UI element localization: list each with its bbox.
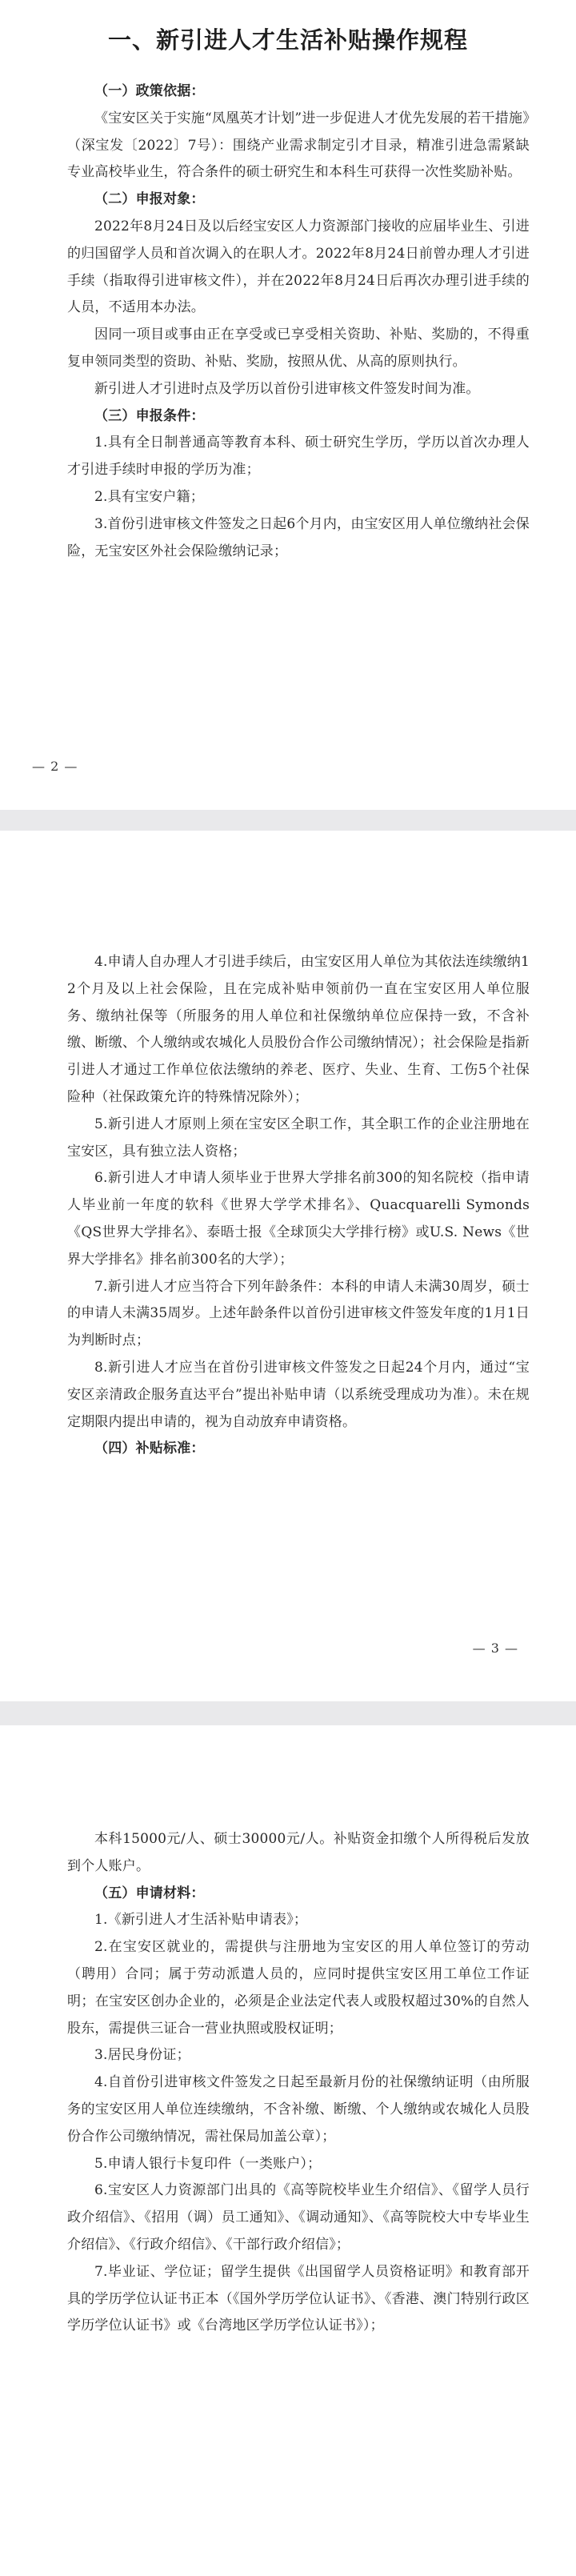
section-heading: （五）申请材料： [94, 1885, 205, 1901]
paragraph: 新引进人才引进时点及学历以首份引进审核文件签发时间为准。 [94, 380, 480, 397]
paragraph: 1.具有全日制普通高等教育本科、硕士研究生学历，学历以首次办理人才引进手续时申报的学历为准； [67, 435, 530, 479]
paragraph: 7.毕业证、学位证；留学生提供《出国留学人员资格证明》和教育部开具的学历学位认证书正本（《国外学历学位认证书》、《香港、澳门特别行政区学历学位认证书》或《台湾地区学历学位认证书》）； [67, 2263, 530, 2334]
page-2-content [67, 949, 530, 1463]
paragraph: 1.《新引进人才生活补贴申请表》； [94, 1912, 308, 1929]
paragraph: 2022年8月24日及以后经宝安区人力资源部门接收的应届毕业生、引进的归国留学人员和首次调入的在职人才。2022年8月24日前曾办理人才引进手续（指取得引进审核文件），并在2022年8月24日后再次办理引进手续的人员，不适用本办法。 [67, 218, 530, 316]
paragraph: 4.自首份引进审核文件签发之日起至最新月份的社保缴纳证明（由所服务的宝安区用人单位连续缴纳，不含补缴、断缴、个人缴纳或农城化人员股份合作公司缴纳情况，需社保局加盖公章）； [67, 2074, 530, 2145]
paragraph: 6.新引进人才申请人须毕业于世界大学排名前300的知名院校（指申请人毕业前一年度的软科《世界大学学术排名》、Quacquarelli Symonds《QS世界大学排名》、泰晤士报《全球顶尖大学排行榜》或U.S. News《世界大学排名》排名前300名的大学）； [67, 1170, 530, 1268]
document-page-2 [0, 831, 576, 1701]
section-heading: （四）补贴标准： [94, 1440, 205, 1457]
paragraph: 7.新引进人才应当符合下列年龄条件：本科的申请人未满30周岁，硕士的申请人未满35周岁。上述年龄条件以首份引进审核文件签发年度的1月1日为判断时点； [67, 1278, 530, 1349]
page-number: — 2 — [32, 759, 78, 774]
page-3-content [67, 1826, 530, 2340]
document-page-3 [0, 1725, 576, 2576]
section-heading: （一）政策依据： [94, 83, 205, 99]
paragraph: 2.具有宝安户籍； [94, 488, 205, 505]
paragraph: 8.新引进人才应当在首份引进审核文件签发之日起24个月内，通过“宝安区亲清政企服务直达平台”提出补贴申请（以系统受理成功为准）。未在规定期限内提出申请的，视为自动放弃申请资格。 [67, 1359, 530, 1430]
section-heading: （二）申报对象： [94, 191, 205, 208]
paragraph: 因同一项目或事由正在享受或已享受相关资助、补贴、奖励的，不得重复申领同类型的资助、补贴、奖励，按照从优、从高的原则执行。 [67, 327, 530, 370]
page-title: 一、新引进人才生活补贴操作规程 [107, 26, 468, 54]
paragraph: 4.申请人自办理人才引进手续后，由宝安区用人单位为其依法连续缴纳12个月及以上社会保险，且在完成补贴申领前仍一直在宝安区用人单位服务、缴纳社保等（所服务的用人单位和社保缴纳单位应保持一致，不含补缴、断缴、个人缴纳或农城化人员股份合作公司缴纳情况）；社会保险是指新引进人才通过工作单位依法缴纳的养老、医疗、失业、生育、工伤5个社保险种（社保政策允许的特殊情况除外）； [67, 954, 530, 1105]
paragraph: 5.申请人银行卡复印件（一类账户）； [94, 2155, 322, 2172]
page-1-content [67, 78, 530, 565]
document-page-1 [0, 0, 576, 810]
section-heading: （三）申报条件： [94, 407, 205, 424]
paragraph: 本科15000元/人、硕士30000元/人。补贴资金扣缴个人所得税后发放到个人账户。 [67, 1831, 530, 1874]
paragraph: 《宝安区关于实施“凤凰英才计划”进一步促进人才优先发展的若干措施》（深宝发〔2022〕7号）：围绕产业需求制定引才目录，精准引进急需紧缺专业高校毕业生，符合条件的硕士研究生和本科生可获得一次性奖励补贴。 [67, 110, 530, 181]
page-number: — 3 — [472, 1641, 518, 1656]
paragraph: 3.居民身份证； [94, 2047, 190, 2064]
paragraph: 6.宝安区人力资源部门出具的《高等院校毕业生介绍信》、《留学人员行政介绍信》、《招用（调）员工通知》、《调动通知》、《高等院校大中专毕业生介绍信》、《行政介绍信》、《干部行政介绍信》； [67, 2182, 530, 2253]
paragraph: 2.在宝安区就业的，需提供与注册地为宝安区的用人单位签订的劳动（聘用）合同；属于劳动派遣人员的，应同时提供宝安区用工单位工作证明；在宝安区创办企业的，必须是企业法定代表人或股权超过30%的自然人股东，需提供三证合一营业执照或股权证明； [67, 1939, 530, 2037]
paragraph: 3.首份引进审核文件签发之日起6个月内，由宝安区用人单位缴纳社会保险，无宝安区外社会保险缴纳记录； [67, 515, 530, 559]
paragraph: 5.新引进人才原则上须在宝安区全职工作，其全职工作的企业注册地在宝安区，具有独立法人资格； [67, 1116, 530, 1160]
